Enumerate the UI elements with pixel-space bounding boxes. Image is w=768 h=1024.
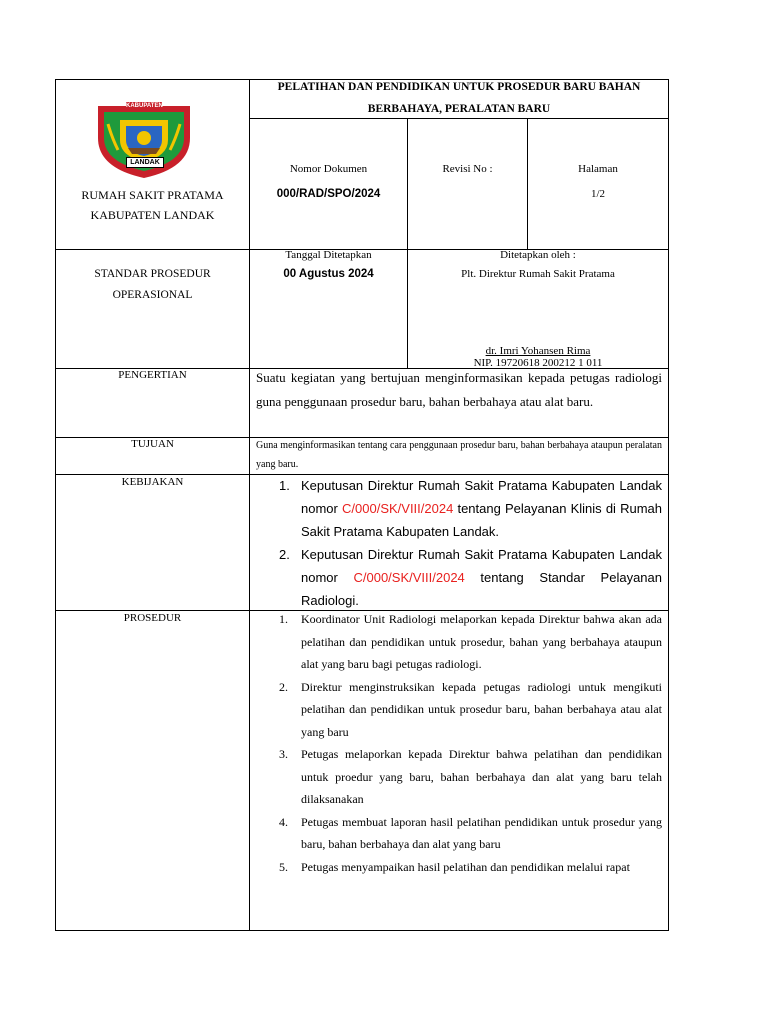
prosedur-label: PROSEDUR xyxy=(123,612,182,624)
logo-top-text: KABUPATEN xyxy=(126,103,163,109)
logo-bottom-text: LANDAK xyxy=(126,157,164,168)
kebijakan-item xyxy=(279,474,662,543)
kebijakan-item-number: 2. xyxy=(279,547,290,562)
kebijakan-label: KEBIJAKAN xyxy=(121,476,184,488)
prosedur-list xyxy=(279,608,662,878)
tujuan-text: Guna menginformasikan tentang cara penggunaan prosedur baru, bahan berbahaya ataupun peralatan yang baru. xyxy=(256,440,662,470)
kebijakan-item-code: C/000/SK/VIII/2024 xyxy=(353,570,465,585)
prosedur-item-text: Petugas membuat laporan hasil pelatihan pendidikan untuk prosedur yang baru, bahan berbahaya dan alat yang baru xyxy=(301,814,662,851)
prosedur-item-text: Koordinator Unit Radiologi melaporkan kepada Direktur bahwa akan ada pelatihan dan pendidikan untuk prosedur, bahan yang berbahaya ataupun alat yang baru bagi petugas radiologi. xyxy=(301,612,662,671)
page-label: Halaman xyxy=(578,163,618,175)
hospital-logo xyxy=(94,98,194,180)
doc-number-label: Nomor Dokumen xyxy=(289,163,368,175)
doc-number-value: 000/RAD/SPO/2024 xyxy=(276,188,381,200)
prosedur-item-text: Direktur menginstruksikan kepada petugas radiologi untuk mengikuti pelatihan dan pendidikan untuk prosedur baru, bahan berbahaya atau alat yang baru xyxy=(301,679,662,739)
signer-name: dr. Imri Yohansen Rima xyxy=(485,345,591,357)
prosedur-item xyxy=(279,608,662,676)
hospital-name xyxy=(56,185,249,225)
pengertian-text: Suatu kegiatan yang bertujuan menginformasikan kepada petugas radiologi guna penggunaan prosedur baru, bahan berbahaya atau alat baru. xyxy=(256,370,662,409)
prosedur-item xyxy=(279,811,662,856)
sop-label-line1: STANDAR PROSEDUR xyxy=(94,268,211,280)
kebijakan-item xyxy=(279,543,662,612)
kebijakan-item-text-end: tentang Standar Pelayanan Radiologi. xyxy=(301,570,662,608)
set-by-label: Ditetapkan oleh : xyxy=(500,249,576,261)
page-value: 1/2 xyxy=(590,188,606,200)
sop-label xyxy=(56,264,249,306)
hospital-name-line1: RUMAH SAKIT PRATAMA xyxy=(81,188,224,202)
revision-label: Revisi No : xyxy=(442,163,493,175)
prosedur-item-number: 5. xyxy=(279,859,288,874)
hospital-name-line2: KABUPATEN LANDAK xyxy=(90,208,215,222)
kebijakan-list xyxy=(279,474,662,612)
prosedur-item-text: Petugas menyampaikan hasil pelatihan dan pendidikan melalui rapat xyxy=(301,859,630,874)
prosedur-item xyxy=(279,743,662,811)
sop-label-line2: OPERASIONAL xyxy=(112,289,193,301)
prosedur-item-number: 1. xyxy=(279,612,288,626)
set-by-title: Plt. Direktur Rumah Sakit Pratama xyxy=(461,268,615,280)
kebijakan-item-number: 1. xyxy=(279,478,290,493)
date-label: Tanggal Ditetapkan xyxy=(285,249,372,261)
prosedur-item-text: Petugas melaporkan kepada Direktur bahwa pelatihan dan pendidikan untuk proedur yang baru, bahan berbahaya dan alat yang baru telah dilaksanakan xyxy=(301,747,662,806)
kebijakan-item-text-end: tentang Pelayanan Klinis di Rumah Sakit Pratama Kabupaten Landak. xyxy=(301,501,662,539)
prosedur-item-number: 4. xyxy=(279,814,288,829)
prosedur-item-number: 3. xyxy=(279,747,288,761)
kebijakan-item-code: C/000/SK/VIII/2024 xyxy=(342,501,454,516)
kebijakan-item-text: Keputusan Direktur Rumah Sakit Pratama Kabupaten Landak nomor xyxy=(301,478,662,516)
date-value: 00 Agustus 2024 xyxy=(283,268,374,280)
kebijakan-item-text: Keputusan Direktur Rumah Sakit Pratama Kabupaten Landak nomor xyxy=(301,547,662,585)
prosedur-item xyxy=(279,676,662,744)
pengertian-label: PENGERTIAN xyxy=(118,369,187,381)
tujuan-label: TUJUAN xyxy=(131,438,174,450)
document-title: PELATIHAN DAN PENDIDIKAN UNTUK PROSEDUR BARU BAHAN BERBAHAYA, PERALATAN BARU xyxy=(277,81,641,115)
prosedur-item xyxy=(279,856,662,879)
signer-nip: NIP. 19720618 200212 1 011 xyxy=(473,357,603,369)
prosedur-item-number: 2. xyxy=(279,679,288,694)
